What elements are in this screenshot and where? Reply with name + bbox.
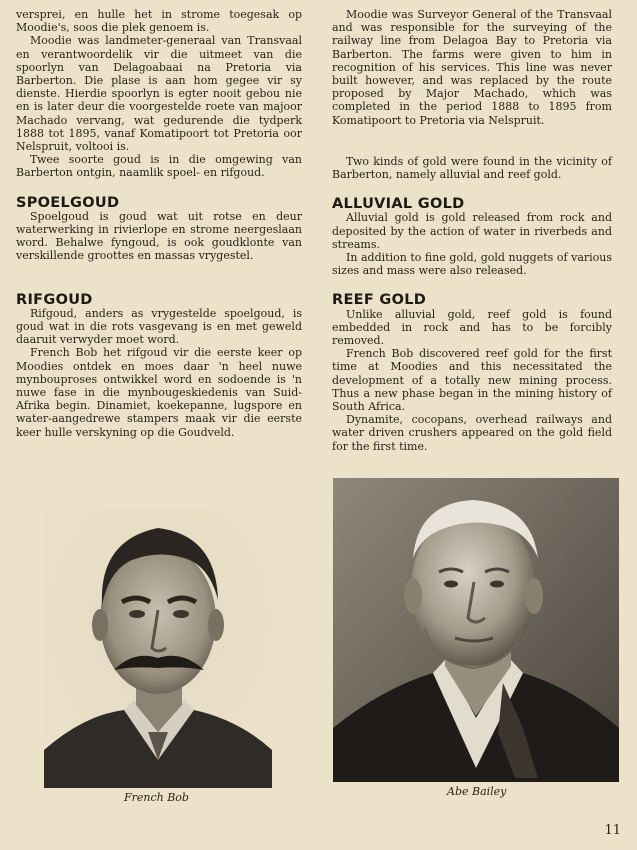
english-column — [332, 8, 612, 453]
intro-paragraph: versprei, en hulle het in strome toegesak op Moodie's, soos die plek genoem is. — [16, 8, 302, 35]
section-heading-alluvial-gold: ALLUVIAL GOLD — [332, 196, 465, 213]
section-paragraph: French Bob discovered reef gold for the first time at Moodies and this necessitated the development of a totally new mining process. Thus a new phase began in the mining history of South Africa. — [332, 347, 612, 414]
portrait-photo-abe-bailey — [333, 478, 619, 782]
intro-paragraph: Two kinds of gold were found in the vicinity of Barberton, namely alluvial and reef gold. — [332, 154, 612, 182]
section-heading-spoelgoud: SPOELGOUD — [16, 194, 120, 211]
section-paragraph: Alluvial gold is gold released from rock and deposited by the action of water in riverbeds and streams. — [332, 211, 612, 251]
section-paragraph: Rifgoud, anders as vrygestelde spoelgoud, is goud wat in die rots vasgevang is en met geweld daaruit verwyder moet word. — [16, 306, 302, 347]
afrikaans-column — [16, 8, 302, 439]
portrait-illustration — [44, 510, 272, 788]
section-paragraph: Unlike alluvial gold, reef gold is found embedded in rock and has to be forcibly removed. — [332, 307, 612, 348]
photo-caption-french-bob: French Bob — [124, 791, 189, 804]
page-number: 11 — [604, 823, 621, 838]
portrait-illustration — [333, 478, 619, 782]
section-heading-rifgoud: RIFGOUD — [16, 291, 93, 308]
photo-caption-abe-bailey: Abe Bailey — [447, 785, 507, 798]
portrait-photo-french-bob — [44, 510, 272, 788]
section-heading-reef-gold: REEF GOLD — [332, 292, 427, 309]
intro-paragraph: Moodie was Surveyor General of the Transvaal and was responsible for the surveying of the railway line from Delagoa Bay to Pretoria via Barberton. The farms were given to him in recognition of his services. This line was never built however, and was replaced by the route proposed by Major Machado, which was completed in the period 1888 to 1895 from Komatipoort to Pretoria via Nelspruit. — [332, 8, 612, 127]
intro-paragraph: Twee soorte goud is in die omgewing van Barberton ontgin, naamlik spoel- en rifgoud. — [16, 153, 302, 180]
section-paragraph: French Bob het rifgoud vir die eerste keer op Moodies ontdek en moes daar 'n heel nuwe mynbouproses ontwikkel word en sodoende is 'n nuwe fase in die mynbougeskiedenis van Suid-Afrika begin. Dinamiet, koekepanne, lugspore en water-aangedrewe stampers maak vir die eerste keer hulle verskyning op die Goudveld. — [16, 346, 302, 439]
intro-paragraph: Moodie was landmeter-generaal van Transvaal en verantwoordelik vir die uitmeet van die spoorlyn van Delagoabaai na Pretoria via Barberton. Die plase is aan hom gegee vir sy dienste. Hierdie spoorlyn is egter nooit gebou nie en is later deur die voorgestelde roete van majoor Machado vervang, wat gedurende die tydperk 1888 tot 1895, vanaf Komatipoort tot Pretoria oor Nelspruit, voltooi is. — [16, 34, 302, 154]
section-paragraph: In addition to fine gold, gold nuggets of various sizes and mass were also released. — [332, 251, 612, 278]
section-paragraph: Spoelgoud is goud wat uit rotse en deur waterwerking in rivierlope en strome neergeslaan word. Behalwe fyngoud, is ook goudklonte van verskillende groottes en massas vrygestel. — [16, 209, 302, 263]
section-paragraph: Dynamite, cocopans, overhead railways and water driven crushers appeared on the gold field for the first time. — [332, 413, 612, 453]
